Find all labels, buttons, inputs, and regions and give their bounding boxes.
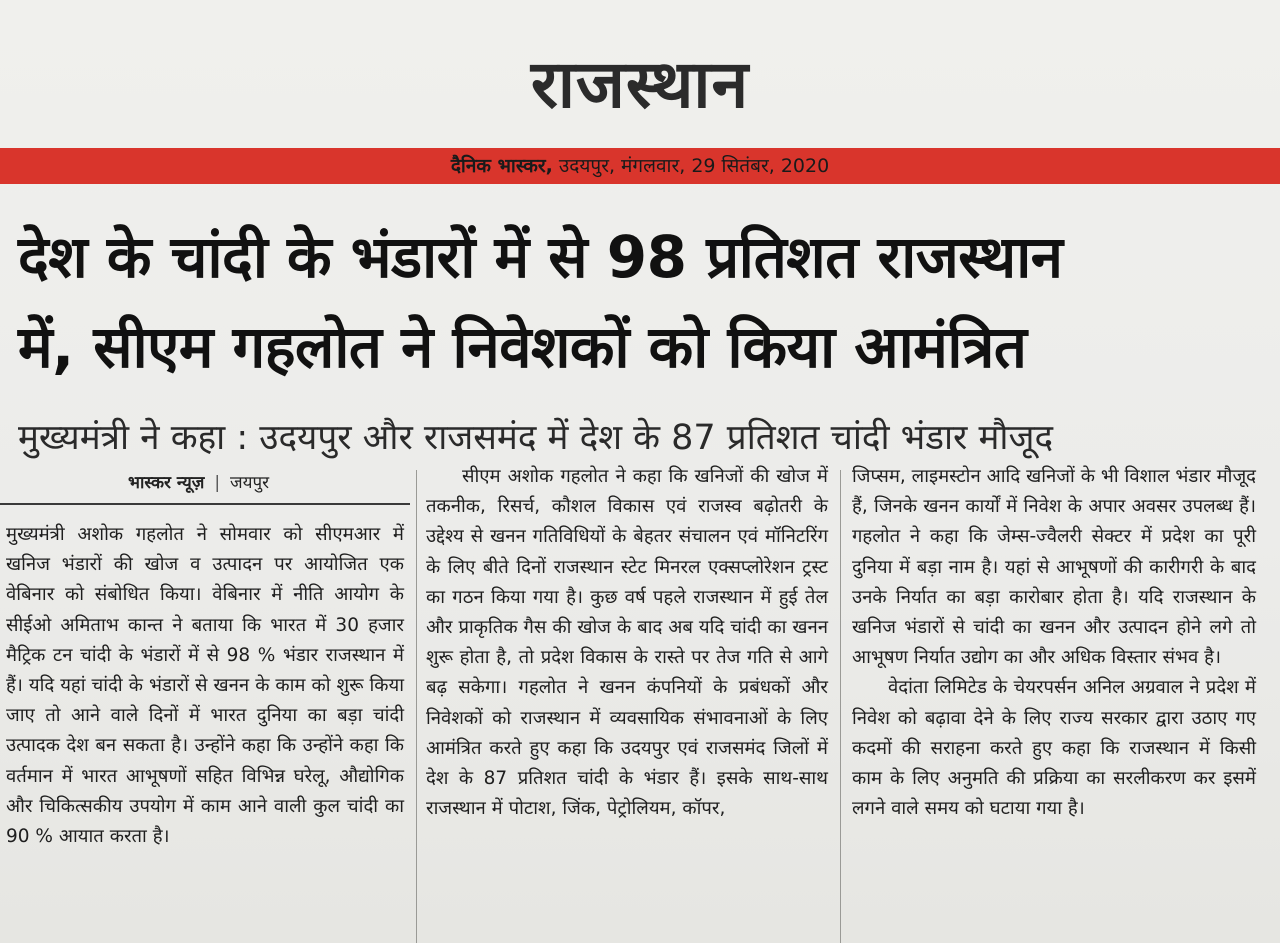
- byline-separator: |: [214, 473, 221, 493]
- article-column-2: [426, 462, 828, 824]
- dateline-date: उदयपुर, मंगलवार, 29 सितंबर, 2020: [558, 155, 830, 177]
- column-3-paragraph-1: जिप्सम, लाइमस्टोन आदि खनिजों के भी विशाल भंडार मौजूद हैं, जिनके खनन कार्यों में निवेश के अपार अवसर उपलब्ध हैं। गहलोत ने कहा कि जेम्स-ज्वैलरी सेक्टर में प्रदेश का पूरी दुनिया में बड़ा नाम है। यहां से आभूषणों की कारीगरी के बाद उनके निर्यात का बड़ा कारोबार होता है। यदि राजस्थान के खनिज भंडारों से चांदी का खनन और उत्पादन होने लगे तो आभूषण निर्यात उद्योग का और अधिक विस्तार संभव है।: [852, 466, 1256, 669]
- byline-city: जयपुर: [229, 473, 270, 493]
- headline: [18, 212, 1268, 392]
- article-column-1: [6, 520, 404, 852]
- byline-rule: [0, 503, 410, 505]
- byline: [128, 470, 269, 496]
- column-divider-2: [840, 470, 841, 943]
- column-divider-1: [416, 470, 417, 943]
- article-column-3: [852, 462, 1256, 824]
- headline-line-1: देश के चांदी के भंडारों में से 98 प्रतिशत राजस्थान: [18, 223, 1063, 291]
- headline-line-2: में, सीएम गहलोत ने निवेशकों को किया आमंत्रित: [18, 313, 1027, 381]
- dateline-brand: दैनिक भास्कर,: [450, 155, 553, 177]
- column-2-paragraph: सीएम अशोक गहलोत ने कहा कि खनिजों की खोज में तकनीक, रिसर्च, कौशल विकास एवं राजस्व बढ़ोतरी के उद्देश्य से खनन गतिविधियों के बेहतर संचालन एवं मॉनिटरिंग के लिए बीते दिनों राजस्थान स्टेट मिनरल एक्सप्लोरेशन ट्रस्ट का गठन किया गया है। कुछ वर्ष पहले राजस्थान में हुई तेल और प्राकृतिक गैस की खोज के बाद अब यदि चांदी का खनन शुरू होता है, तो प्रदेश विकास के रास्ते पर तेज गति से आगे बढ़ सकेगा। गहलोत ने खनन कंपनियों के प्रबंधकों और निवेशकों को राजस्थान में व्यवसायिक संभावनाओं के लिए आमंत्रित करते हुए कहा कि उदयपुर एवं राजसमंद जिलों में देश के 87 प्रतिशत चांदी के भंडार हैं। इसके साथ-साथ राजस्थान में पोटाश, जिंक, पेट्रोलियम, कॉपर,: [426, 466, 828, 820]
- column-3-paragraph-2: वेदांता लिमिटेड के चेयरपर्सन अनिल अग्रवाल ने प्रदेश में निवेश को बढ़ावा देने के लिए राज्य सरकार द्वारा उठाए गए कदमों की सराहना करते हुए कहा कि राजस्थान में किसी काम के लिए अनुमति की प्रक्रिया का सरलीकरण कर इसमें लगने वाले समय को घटाया गया है।: [852, 677, 1256, 820]
- subheadline: मुख्यमंत्री ने कहा : उदयपुर और राजसमंद में देश के 87 प्रतिशत चांदी भंडार मौजूद: [18, 418, 1054, 458]
- section-masthead: राजस्थान: [530, 46, 750, 123]
- dateline: [0, 150, 1280, 182]
- column-1-paragraph: मुख्यमंत्री अशोक गहलोत ने सोमवार को सीएमआर में खनिज भंडारों की खोज व उत्पादन पर आयोजित एक वेबिनार को संबोधित किया। वेबिनार में नीति आयोग के सीईओ अमिताभ कान्त ने बताया कि भारत में 30 हजार मैट्रिक टन चांदी के भंडारों में से 98 % भंडार राजस्थान में हैं। यदि यहां चांदी के भंडारों से खनन के काम को शुरू किया जाए तो आने वाले दिनों में भारत दुनिया का बड़ा चांदी उत्पादक देश बन सकता है। उन्होंने कहा कि उन्होंने कहा कि वर्तमान में भारत आभूषणों सहित विभिन्न घरेलू, औद्योगिक और चिकित्सकीय उपयोग में काम आने वाली कुल चांदी का 90 % आयात करता है।: [6, 524, 404, 848]
- byline-agency: भास्कर न्यूज़: [128, 473, 205, 493]
